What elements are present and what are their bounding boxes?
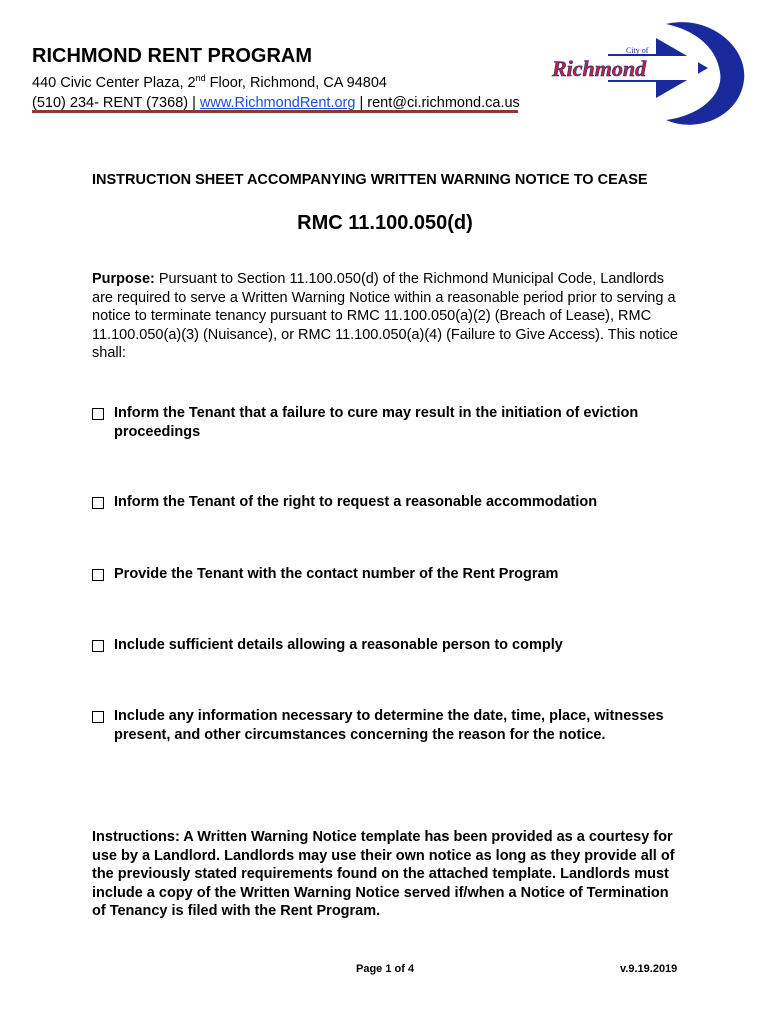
address-city: Floor, Richmond, CA 94804 <box>205 74 387 91</box>
checkbox-icon[interactable] <box>92 640 104 652</box>
logo-small-text: City of <box>626 46 649 55</box>
purpose-text: Pursuant to Section 11.100.050(d) of the Richmond Municipal Code, Landlords are required to serve a Written Warning Notice within a reasonable period prior to serving a notice to terminate tenancy pursuant to RMC 11.100.050(a)(2) (Breach of Lease), RMC 11.100.050(a)(3) (Nuisance), or RMC 11.100.050(a)(4) (Failure to Give Access). This notice shall: <box>92 271 678 361</box>
requirement-text: Provide the Tenant with the contact number of the Rent Program <box>114 566 559 582</box>
version-label: v.9.19.2019 <box>620 963 678 975</box>
email-address: | rent@ci.richmond.ca.us <box>355 94 520 111</box>
address-street: 440 Civic Center Plaza, 2 <box>32 74 196 91</box>
requirement-item <box>92 565 692 584</box>
header-divider <box>32 110 518 113</box>
requirement-item <box>92 636 692 655</box>
instructions-paragraph: Instructions: A Written Warning Notice template has been provided as a courtesy for use by a Landlord. Landlords may use their own notice as long as they provide all of the previously stated requirements found on the attached template. Landlords must include a copy of the Written Warning Notice served if/when a Notice of Termination of Tenancy is filed with the Rent Program. <box>92 829 675 919</box>
code-section-heading: RMC 11.100.050(d) <box>297 212 473 234</box>
instruction-sheet-title: INSTRUCTION SHEET ACCOMPANYING WRITTEN WARNING NOTICE TO CEASE <box>92 172 648 188</box>
purpose-label: Purpose: <box>92 271 155 287</box>
requirement-item <box>92 493 692 512</box>
phone-number: (510) 234- RENT (7368) | <box>32 94 200 111</box>
checkbox-icon[interactable] <box>92 569 104 581</box>
page-number: Page 1 of 4 <box>356 963 415 975</box>
city-of-richmond-logo <box>548 16 748 128</box>
checkbox-icon[interactable] <box>92 497 104 509</box>
requirement-text: Inform the Tenant of the right to request a reasonable accommodation <box>114 494 598 510</box>
letterhead <box>32 44 552 113</box>
purpose-paragraph <box>92 270 682 363</box>
requirement-text: Include sufficient details allowing a reasonable person to comply <box>114 637 563 653</box>
checkbox-icon[interactable] <box>92 711 104 723</box>
org-name: RICHMOND RENT PROGRAM <box>32 45 312 67</box>
requirement-text: Inform the Tenant that a failure to cure may result in the initiation of eviction proceedings <box>114 405 639 440</box>
website-link[interactable]: www.RichmondRent.org <box>199 94 356 111</box>
address <box>32 68 552 93</box>
address-ordinal: nd <box>195 73 206 83</box>
requirement-item <box>92 404 692 441</box>
requirement-item <box>92 707 692 744</box>
logo-name: Richmond <box>552 56 647 81</box>
requirement-text: Include any information necessary to determine the date, time, place, witnesses present, and other circumstances concerning the reason for the notice. <box>114 708 664 743</box>
checkbox-icon[interactable] <box>92 408 104 420</box>
